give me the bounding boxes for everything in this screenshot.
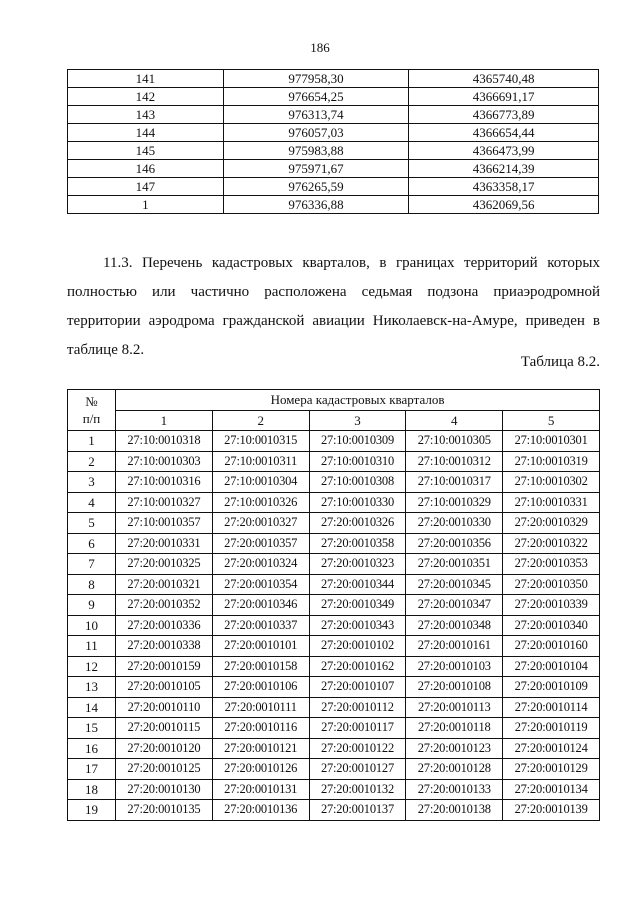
coordinate-row	[68, 106, 599, 124]
cadastral-number-cell: 27:20:0010101	[212, 636, 309, 657]
table-row	[68, 533, 600, 554]
cadastral-number-cell: 27:10:0010319	[503, 451, 600, 472]
cadastral-number-cell: 27:20:0010162	[309, 656, 406, 677]
cadastral-number-cell: 27:20:0010327	[212, 513, 309, 534]
cadastral-number-cell: 27:20:0010112	[309, 697, 406, 718]
cadastral-number-cell: 27:20:0010357	[212, 533, 309, 554]
cadastral-number-cell: 27:20:0010139	[503, 800, 600, 821]
header-cadastral-numbers: Номера кадастровых кварталов	[116, 390, 600, 411]
cadastral-number-cell: 27:20:0010160	[503, 636, 600, 657]
cadastral-number-cell: 27:20:0010347	[406, 595, 503, 616]
coordinate-row	[68, 124, 599, 142]
cadastral-number-cell: 27:20:0010348	[406, 615, 503, 636]
x-coordinate-cell: 976313,74	[223, 106, 409, 124]
cadastral-number-cell: 27:20:0010136	[212, 800, 309, 821]
cadastral-number-cell: 27:20:0010351	[406, 554, 503, 575]
table-row	[68, 554, 600, 575]
cadastral-number-cell: 27:20:0010337	[212, 615, 309, 636]
point-number-cell: 142	[68, 88, 224, 106]
y-coordinate-cell: 4366773,89	[409, 106, 599, 124]
table-row	[68, 472, 600, 493]
cadastral-number-cell: 27:20:0010159	[116, 656, 213, 677]
column-number-cell: 2	[212, 410, 309, 431]
cadastral-number-cell: 27:20:0010338	[116, 636, 213, 657]
coordinate-row	[68, 70, 599, 88]
row-number-cell: 11	[68, 636, 116, 657]
cadastral-number-cell: 27:20:0010105	[116, 677, 213, 698]
cadastral-number-cell: 27:20:0010344	[309, 574, 406, 595]
cadastral-number-cell: 27:10:0010312	[406, 451, 503, 472]
cadastral-number-cell: 27:10:0010301	[503, 431, 600, 452]
table-row	[68, 451, 600, 472]
cadastral-number-cell: 27:20:0010106	[212, 677, 309, 698]
cadastral-number-cell: 27:20:0010114	[503, 697, 600, 718]
row-number-cell: 7	[68, 554, 116, 575]
point-number-cell: 145	[68, 142, 224, 160]
row-number-cell: 19	[68, 800, 116, 821]
cadastral-number-cell: 27:20:0010326	[309, 513, 406, 534]
x-coordinate-cell: 976336,88	[223, 196, 409, 214]
row-number-cell: 6	[68, 533, 116, 554]
cadastral-number-cell: 27:20:0010161	[406, 636, 503, 657]
cadastral-number-cell: 27:10:0010316	[116, 472, 213, 493]
y-coordinate-cell: 4365740,48	[409, 70, 599, 88]
cadastral-number-cell: 27:20:0010126	[212, 759, 309, 780]
cadastral-number-cell: 27:20:0010352	[116, 595, 213, 616]
cadastral-number-cell: 27:20:0010158	[212, 656, 309, 677]
row-number-cell: 13	[68, 677, 116, 698]
cadastral-number-cell: 27:20:0010343	[309, 615, 406, 636]
cadastral-number-cell: 27:20:0010340	[503, 615, 600, 636]
cadastral-number-cell: 27:20:0010321	[116, 574, 213, 595]
table-row	[68, 513, 600, 534]
cadastral-number-cell: 27:10:0010318	[116, 431, 213, 452]
x-coordinate-cell: 977958,30	[223, 70, 409, 88]
row-number-cell: 1	[68, 431, 116, 452]
cadastral-number-cell: 27:20:0010125	[116, 759, 213, 780]
page-number: 186	[310, 40, 330, 55]
row-number-cell: 9	[68, 595, 116, 616]
y-coordinate-cell: 4362069,56	[409, 196, 599, 214]
cadastral-number-cell: 27:10:0010327	[116, 492, 213, 513]
coordinate-row	[68, 160, 599, 178]
coordinate-row	[68, 142, 599, 160]
cadastral-number-cell: 27:10:0010305	[406, 431, 503, 452]
cadastral-number-cell: 27:20:0010130	[116, 779, 213, 800]
cadastral-number-cell: 27:20:0010354	[212, 574, 309, 595]
cadastral-number-cell: 27:20:0010119	[503, 718, 600, 739]
coordinates-table-body	[68, 70, 599, 214]
coordinate-row	[68, 178, 599, 196]
point-number-cell: 1	[68, 196, 224, 214]
table-row	[68, 779, 600, 800]
cadastral-number-cell: 27:10:0010326	[212, 492, 309, 513]
table-row	[68, 636, 600, 657]
x-coordinate-cell: 975971,67	[223, 160, 409, 178]
cadastral-number-cell: 27:20:0010356	[406, 533, 503, 554]
y-coordinate-cell: 4366691,17	[409, 88, 599, 106]
table-row	[68, 615, 600, 636]
cadastral-table-header	[68, 390, 600, 431]
y-coordinate-cell: 4366473,99	[409, 142, 599, 160]
row-number-cell: 8	[68, 574, 116, 595]
table-row	[68, 677, 600, 698]
table-row	[68, 492, 600, 513]
cadastral-number-cell: 27:20:0010350	[503, 574, 600, 595]
cadastral-number-cell: 27:20:0010127	[309, 759, 406, 780]
cadastral-number-cell: 27:20:0010339	[503, 595, 600, 616]
cadastral-table-body	[68, 431, 600, 821]
cadastral-number-cell: 27:20:0010102	[309, 636, 406, 657]
cadastral-number-cell: 27:20:0010131	[212, 779, 309, 800]
row-number-cell: 17	[68, 759, 116, 780]
cadastral-number-cell: 27:10:0010317	[406, 472, 503, 493]
cadastral-number-cell: 27:20:0010336	[116, 615, 213, 636]
table-row	[68, 595, 600, 616]
cadastral-number-cell: 27:20:0010109	[503, 677, 600, 698]
cadastral-number-cell: 27:20:0010330	[406, 513, 503, 534]
column-number-cell: 4	[406, 410, 503, 431]
table-row	[68, 656, 600, 677]
cadastral-number-cell: 27:20:0010122	[309, 738, 406, 759]
cadastral-number-cell: 27:10:0010310	[309, 451, 406, 472]
cadastral-number-cell: 27:10:0010329	[406, 492, 503, 513]
cadastral-number-cell: 27:10:0010302	[503, 472, 600, 493]
cadastral-number-cell: 27:10:0010330	[309, 492, 406, 513]
row-number-cell: 15	[68, 718, 116, 739]
cadastral-number-cell: 27:10:0010315	[212, 431, 309, 452]
cadastral-number-cell: 27:20:0010345	[406, 574, 503, 595]
cadastral-number-cell: 27:20:0010137	[309, 800, 406, 821]
x-coordinate-cell: 976057,03	[223, 124, 409, 142]
cadastral-number-cell: 27:20:0010129	[503, 759, 600, 780]
cadastral-number-cell: 27:20:0010128	[406, 759, 503, 780]
cadastral-number-cell: 27:20:0010117	[309, 718, 406, 739]
table-row	[68, 697, 600, 718]
row-number-cell: 10	[68, 615, 116, 636]
row-number-cell: 14	[68, 697, 116, 718]
cadastral-number-cell: 27:20:0010134	[503, 779, 600, 800]
cadastral-number-cell: 27:20:0010353	[503, 554, 600, 575]
cadastral-number-cell: 27:20:0010138	[406, 800, 503, 821]
cadastral-number-cell: 27:20:0010115	[116, 718, 213, 739]
coordinates-table	[67, 69, 599, 214]
cadastral-number-cell: 27:20:0010358	[309, 533, 406, 554]
y-coordinate-cell: 4363358,17	[409, 178, 599, 196]
row-number-cell: 2	[68, 451, 116, 472]
cadastral-number-cell: 27:20:0010135	[116, 800, 213, 821]
cadastral-number-cell: 27:20:0010107	[309, 677, 406, 698]
row-number-cell: 5	[68, 513, 116, 534]
point-number-cell: 143	[68, 106, 224, 124]
cadastral-number-cell: 27:20:0010124	[503, 738, 600, 759]
y-coordinate-cell: 4366214,39	[409, 160, 599, 178]
table-row	[68, 718, 600, 739]
cadastral-number-cell: 27:20:0010120	[116, 738, 213, 759]
cadastral-number-cell: 27:10:0010331	[503, 492, 600, 513]
cadastral-number-cell: 27:20:0010133	[406, 779, 503, 800]
table-row	[68, 738, 600, 759]
cadastral-number-cell: 27:20:0010325	[116, 554, 213, 575]
point-number-cell: 141	[68, 70, 224, 88]
table-row	[68, 431, 600, 452]
x-coordinate-cell: 976654,25	[223, 88, 409, 106]
cadastral-number-cell: 27:20:0010349	[309, 595, 406, 616]
cadastral-number-cell: 27:20:0010322	[503, 533, 600, 554]
cadastral-quarters-table	[67, 389, 600, 821]
cadastral-number-cell: 27:20:0010116	[212, 718, 309, 739]
row-number-cell: 4	[68, 492, 116, 513]
row-number-cell: 3	[68, 472, 116, 493]
point-number-cell: 144	[68, 124, 224, 142]
cadastral-number-cell: 27:20:0010118	[406, 718, 503, 739]
cadastral-number-cell: 27:20:0010108	[406, 677, 503, 698]
table-row	[68, 759, 600, 780]
cadastral-number-cell: 27:20:0010113	[406, 697, 503, 718]
column-number-cell: 3	[309, 410, 406, 431]
cadastral-number-cell: 27:20:0010121	[212, 738, 309, 759]
table-caption: Таблица 8.2.	[520, 354, 600, 370]
cadastral-number-cell: 27:20:0010346	[212, 595, 309, 616]
cadastral-number-cell: 27:10:0010308	[309, 472, 406, 493]
cadastral-number-cell: 27:10:0010311	[212, 451, 309, 472]
cadastral-number-cell: 27:20:0010104	[503, 656, 600, 677]
x-coordinate-cell: 976265,59	[223, 178, 409, 196]
cadastral-number-cell: 27:10:0010303	[116, 451, 213, 472]
cadastral-number-cell: 27:20:0010331	[116, 533, 213, 554]
section-paragraph: 11.3. Перечень кадастровых кварталов, в границах территорий которых полностью или частично расположена седьмая подзона приаэродромной территории аэродрома гражданской авиации Николаевск-на-Амуре, приведен в таблице 8.2.	[67, 255, 600, 358]
row-number-cell: 16	[68, 738, 116, 759]
point-number-cell: 146	[68, 160, 224, 178]
column-number-cell: 5	[503, 410, 600, 431]
y-coordinate-cell: 4366654,44	[409, 124, 599, 142]
cadastral-number-cell: 27:20:0010323	[309, 554, 406, 575]
table-row	[68, 800, 600, 821]
cadastral-number-cell: 27:20:0010111	[212, 697, 309, 718]
coordinate-row	[68, 88, 599, 106]
header-column-numbers	[68, 410, 600, 431]
cadastral-number-cell: 27:20:0010123	[406, 738, 503, 759]
table-row	[68, 574, 600, 595]
cadastral-number-cell: 27:20:0010110	[116, 697, 213, 718]
row-number-cell: 12	[68, 656, 116, 677]
point-number-cell: 147	[68, 178, 224, 196]
cadastral-number-cell: 27:10:0010357	[116, 513, 213, 534]
cadastral-number-cell: 27:20:0010329	[503, 513, 600, 534]
coordinate-row	[68, 196, 599, 214]
column-number-cell: 1	[116, 410, 213, 431]
header-row-number: № п/п	[68, 390, 116, 431]
cadastral-number-cell: 27:10:0010304	[212, 472, 309, 493]
x-coordinate-cell: 975983,88	[223, 142, 409, 160]
cadastral-number-cell: 27:20:0010132	[309, 779, 406, 800]
cadastral-number-cell: 27:20:0010103	[406, 656, 503, 677]
cadastral-number-cell: 27:20:0010324	[212, 554, 309, 575]
cadastral-number-cell: 27:10:0010309	[309, 431, 406, 452]
row-number-cell: 18	[68, 779, 116, 800]
